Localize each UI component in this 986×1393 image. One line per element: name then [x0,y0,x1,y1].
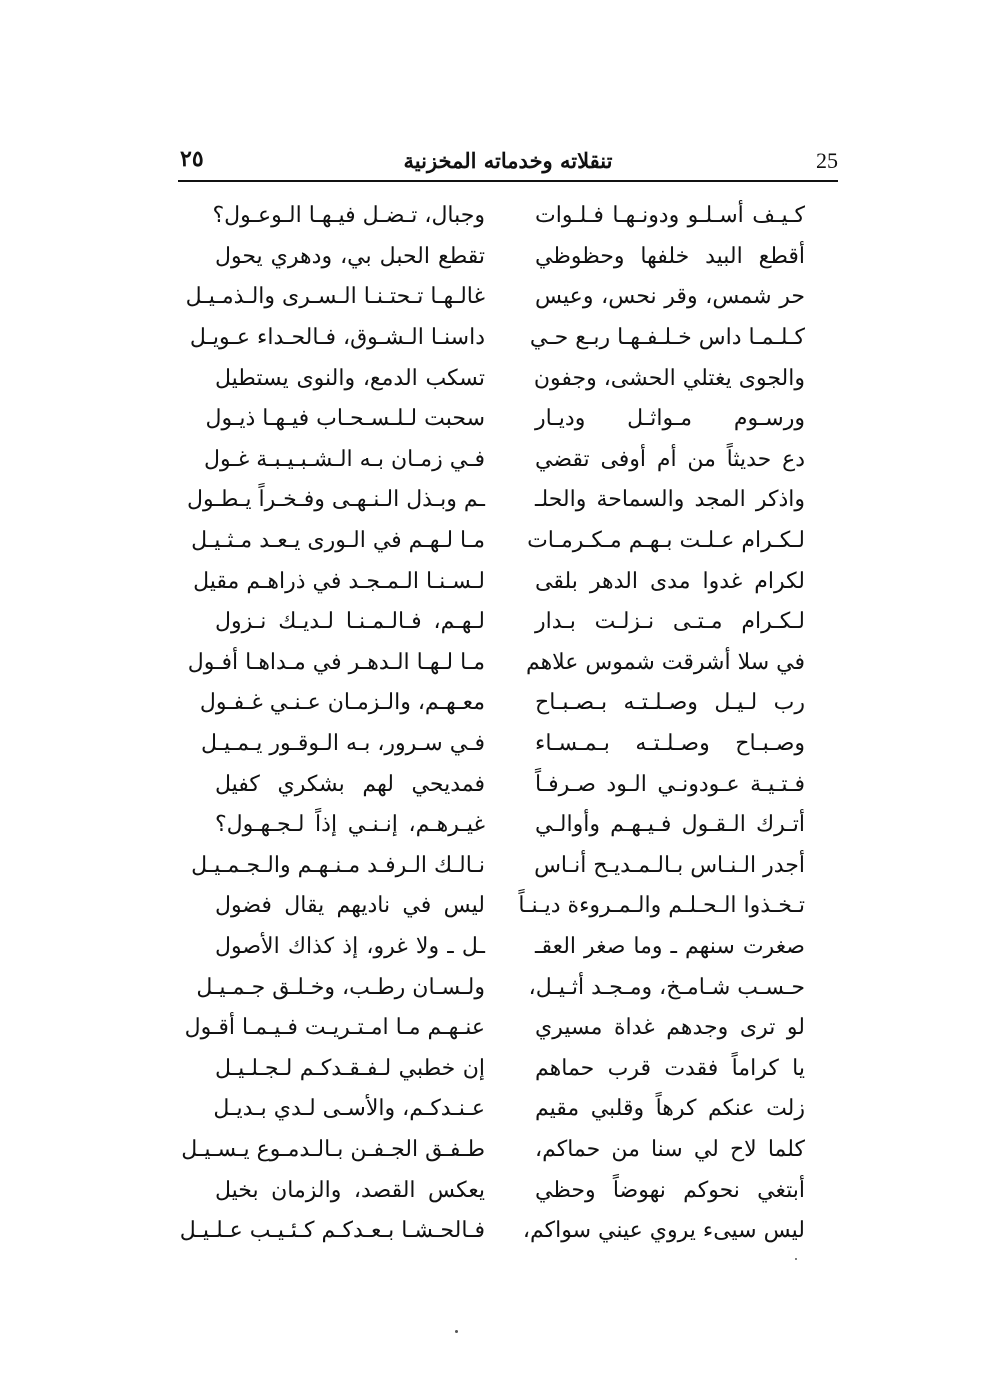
verse-row [215,358,805,399]
running-title: تنقلاته وخدماته المخزنية [403,148,613,173]
verse-row [215,805,805,846]
verse-row [205,399,805,440]
verse-second-hemistich: إن خطبي لـفـقـدكـم لـجـلـيـل [215,1055,485,1081]
verse-row [203,440,805,481]
verse-row [191,521,805,562]
verse-second-hemistich: لـسـنـا الـمـجـد في ذراهـم مقيل [193,568,485,594]
verse-second-hemistich: فـالحـشـا بـعـدكـم كـئـيـب عـلـيـل [179,1218,485,1244]
verse-second-hemistich: ـل ـ ولا غرو، إذ كذاك الأصول [215,933,485,959]
verse-row [193,561,805,602]
verse-first-hemistich: زلت عنكم كرهاً وقلبي مقيم [535,1096,805,1122]
verse-first-hemistich: كلما لاح لي سنا من حماكم، [535,1136,805,1162]
verse-second-hemistich: لـهـم، فـالـمـنـا لـديـك نـزول [215,609,485,635]
verse-first-hemistich: لو ترى وجدهم غداة مسيري [535,1015,805,1041]
verse-first-hemistich: كـلـمـا داس خـلـفـهـا ربـع حـي [529,325,805,351]
verse-second-hemistich: عنـهـم مـا امـتـريـت فـيـمـا أقـول [184,1015,485,1041]
verse-row [199,683,805,724]
verse-row [187,643,805,684]
verse-first-hemistich: أتـرك الـقـول فـيـهـم وأوالـي [535,812,805,838]
verse-row [215,602,805,643]
verse-second-hemistich: فمديحي لهم بشكري كفيل [215,771,485,797]
verse-row [179,1211,805,1252]
verse-row [215,764,805,805]
running-header [178,140,838,182]
verse-second-hemistich: فـي زمـان بـه الـشـبـيـبـة غـول [203,446,485,472]
verse-row [184,1008,805,1049]
verse-second-hemistich: مـا لـهـم في الـورى يـعـد مـثـيـل [191,528,485,554]
print-speck [455,1330,458,1333]
verse-row [215,1089,805,1130]
verse-first-hemistich: ليس سيىء يروي عيني سواكم، [522,1218,805,1244]
verse-first-hemistich: وصـبـاح وصـلـتـه بـمـسـاء [535,731,805,757]
verse-first-hemistich: صغرت سنهم ـ وما صغر العقـ [535,933,805,959]
verse-second-hemistich: تسكب الدمع، والنوى يستطيل [215,365,485,391]
poem-body [179,196,805,1251]
verse-row [215,1170,805,1211]
verse-row [215,886,805,927]
verse-row [187,480,805,521]
verse-first-hemistich: رب لـيـل وصـلـتـه بـصـبـاح [535,690,805,716]
verse-row [181,1130,805,1171]
verse-first-hemistich: حـسـب شـامـخ، ومـجـد أثـيـل، [528,974,805,1000]
verse-row [215,1048,805,1089]
verse-second-hemistich: ليس في ناديهم يقال فضول [215,893,485,919]
verse-first-hemistich: أبتغي نحوكم نهوضاً وحظي [535,1177,805,1203]
verse-first-hemistich: ورسـوم مـواثـل وديـار [535,406,805,432]
verse-second-hemistich: وجبال، تـضـل فيـهـا الـوعـول؟ [212,203,485,229]
verse-second-hemistich: غيـرهـم، إنـنـي إذاً لـجـهـول؟ [215,812,485,838]
verse-first-hemistich: والجوى يغتلي الحشى، وجفون [533,365,805,391]
verse-second-hemistich: غالـهـا تـحتـنـا الـسـرى والـذمـيـل [185,284,485,310]
verse-first-hemistich: لـكـرام مـتـى نـزلـت بـدار [535,609,805,635]
page-number-arabic: ٢٥ [180,146,204,172]
verse-first-hemistich: لكرام غدوا مدى الدهر بلقى [535,568,805,594]
page-number-latin: 25 [816,148,838,173]
verse-second-hemistich: نـالـك الـرفـد مـنـهـم والـجـمـيـل [191,852,485,878]
verse-second-hemistich: مـا لـهـا الـدهـر في مـداهـا أفـول [187,649,485,675]
verse-second-hemistich: عـنـدكـم، والأسـى لـدي بـديـل [213,1096,485,1122]
verse-row [212,196,805,237]
verse-row [189,318,805,359]
verse-first-hemistich: فـتـيـة عـودونـي الـود صـرفـاً [535,771,805,797]
verse-first-hemistich: أقطع البيد خلفها وحظوظي [535,243,805,269]
verse-second-hemistich: ـم وبـذل الـنـهـى وفـخـراً يـطـول [187,487,485,513]
verse-row [185,277,805,318]
verse-second-hemistich: طـفـق الجـفـن بـالـدمـوع يـسـيـل [181,1136,485,1162]
verse-first-hemistich: واذكر المجد والسماحة والحلـ [535,487,805,513]
verse-second-hemistich: معـهـم، والـزمـان عـنـي غـفـول [199,690,485,716]
verse-first-hemistich: أجدر الـنـاس بـالـمـديـح أنـاس [534,852,805,878]
verse-second-hemistich: فـي سـرور، بـه الـوقـور يـمـيـل [200,731,485,757]
verse-row [191,846,805,887]
verse-first-hemistich: تـخـذوا الـحـلـم والـمـروءة ديـنـاً [518,893,805,919]
verse-first-hemistich: في سلا أشرقت شموس علاهم [525,649,805,675]
verse-second-hemistich: داسنـا الـشـوق، فـالحـداء عـويـل [189,325,485,351]
verse-row [196,967,805,1008]
verse-first-hemistich: حر شمس، وقر نحس، وعيس [535,284,805,310]
verse-second-hemistich: يعكس القصد، والزمان بخيل [215,1177,485,1203]
verse-second-hemistich: تقطع الحبل بي، ودهري يحول [215,243,485,269]
print-speck [795,1258,797,1260]
verse-row [215,237,805,278]
verse-row [215,927,805,968]
verse-second-hemistich: ولـسـان رطـب، وخـلـق جـمـيـل [196,974,485,1000]
verse-first-hemistich: لـكـرام عـلـت بـهـم مـكـرمـات [527,528,805,554]
verse-first-hemistich: دع حديثاً من أم أوفى تقضي [535,446,805,472]
verse-first-hemistich: كـيـف أسـلـو ودونـهـا فـلـوات [535,203,805,229]
verse-second-hemistich: سحبت لـلـسـحـاب فيـهـا ذيـول [205,406,485,432]
verse-row [200,724,805,765]
verse-first-hemistich: يا كراماً فقدت قرب حماهم [535,1055,805,1081]
